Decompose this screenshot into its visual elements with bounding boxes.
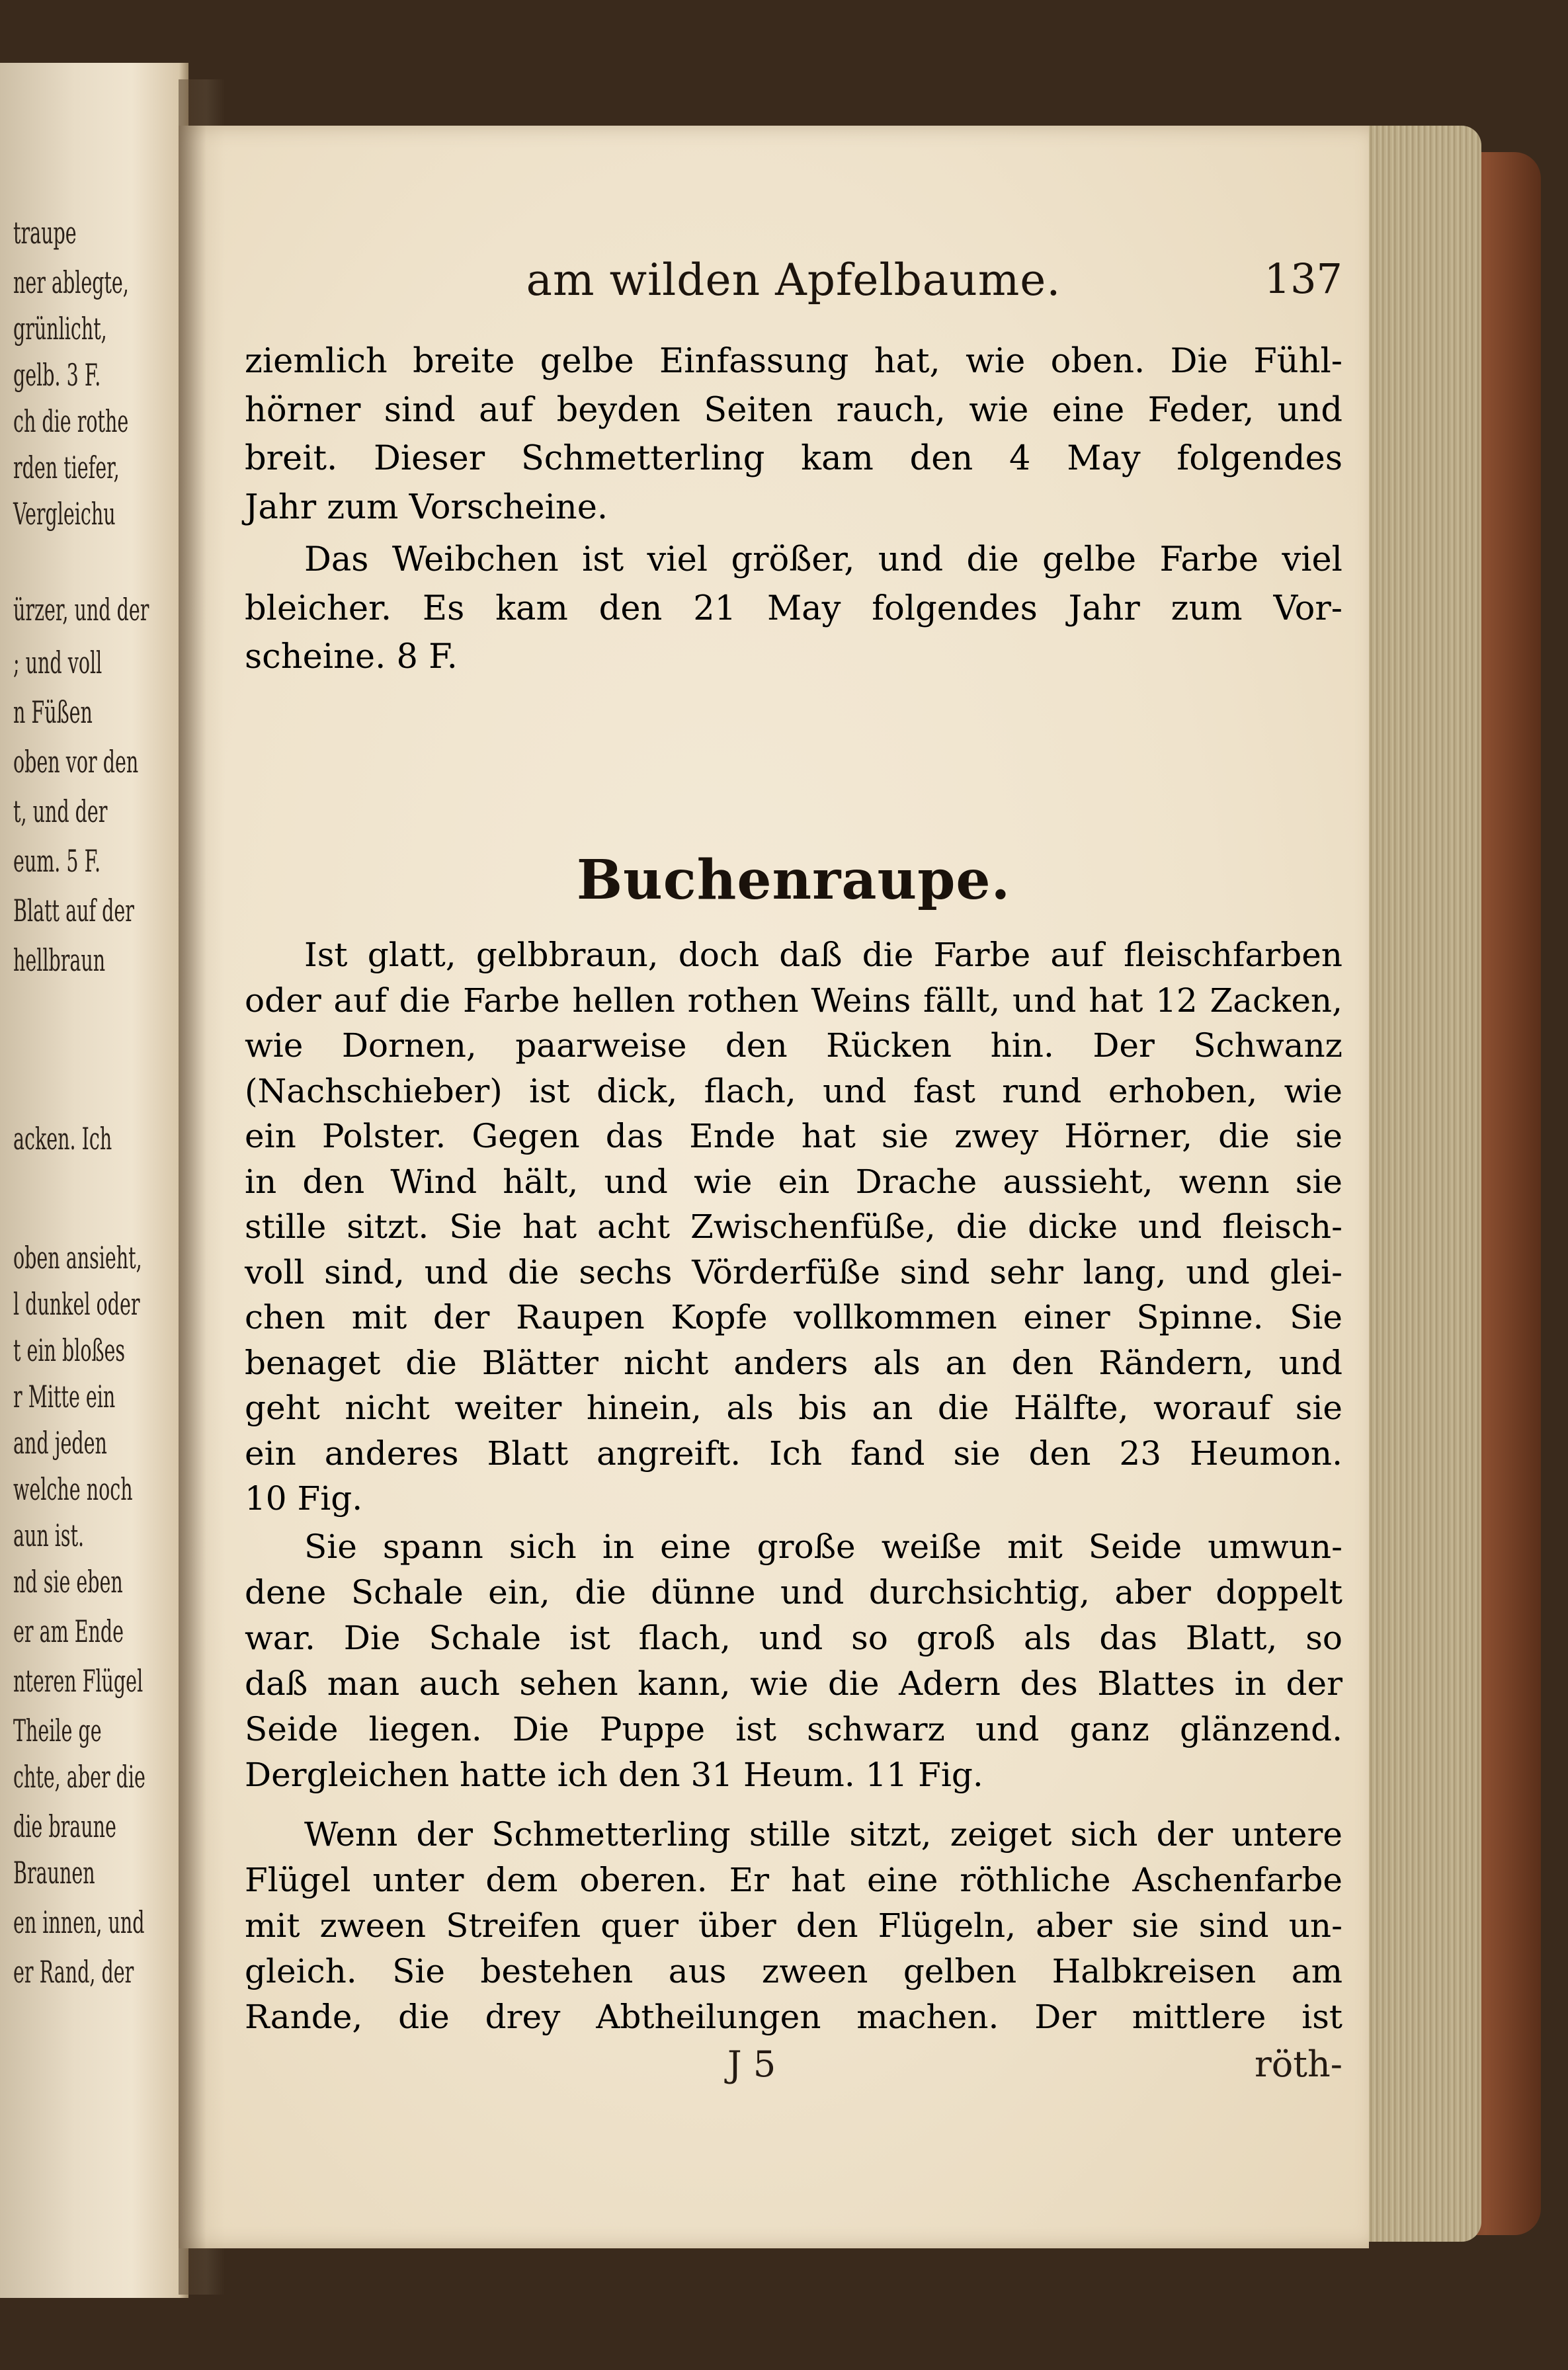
text-line: Seide liegen. Die Puppe ist schwarz und ganz glänzend. [245,1710,1342,1748]
left-line: oben vor den [13,744,139,780]
left-line: en innen, und [13,1904,145,1940]
page-stack-edge [1349,126,1481,2242]
text-line: benaget die Blätter nicht anders als an den Rändern, und [245,1343,1342,1382]
paragraph-female [245,536,1342,682]
text-line: ein anderes Blatt angreift. Ich fand sie den 23 Heumon. [245,1434,1342,1473]
text-line: (Nachschieber) ist dick, flach, und fast rund erhoben, wie [245,1071,1342,1110]
page-number: 137 [1264,255,1342,303]
text-line: breit. Dieser Schmetterling kam den 4 May folgendes [245,439,1342,478]
text-line: scheine. 8 F. [245,637,458,676]
text-line: ein Polster. Gegen das Ende hat sie zwey Hörner, die sie [245,1117,1342,1155]
left-line: welche noch [13,1471,133,1507]
left-line: die braune [13,1809,116,1844]
left-line: er Rand, der [13,1954,134,1990]
left-line: rden tiefer, [13,450,120,485]
left-line: ürzer, und der [13,592,149,628]
left-line: Vergleichu [13,496,116,532]
page-footer [245,2043,1342,2096]
left-line: r Mitte ein [13,1379,116,1414]
text-line: geht nicht weiter hinein, als bis an die Hälfte, worauf sie [245,1389,1342,1427]
text-line: chen mit der Raupen Kopfe vollkommen einer Spinne. Sie [245,1298,1342,1336]
text-line: hörner sind auf beyden Seiten rauch, wie eine Feder, und [245,390,1342,430]
text-line: in den Wind hält, und wie ein Drache aussieht, wenn sie [245,1162,1342,1201]
text-line: Ist glatt, gelbbraun, doch daß die Farbe auf fleischfarben [304,936,1342,974]
left-line: and jeden [13,1425,107,1461]
left-line: hellbraun [13,942,106,978]
text-line: Sie spann sich in eine große weiße mit Seide umwun- [304,1528,1342,1566]
running-head: am wilden Apfelbaume. [526,255,1061,306]
text-line: stille sitzt. Sie hat acht Zwischenfüße, die dicke und fleisch- [245,1207,1342,1246]
text-line: Jahr zum Vorscheine. [245,487,608,527]
text-line: Wenn der Schmetterling stille sitzt, zeiget sich der untere [304,1815,1342,1854]
left-line: t ein bloßes [13,1332,126,1368]
paragraph-caterpillar [245,932,1342,1522]
paragraph-moth-description [245,337,1342,532]
left-line: nd sie eben [13,1564,123,1600]
catchword: röth- [1254,2043,1342,2085]
paragraph-butterfly [245,1812,1342,2040]
text-line: voll sind, und die sechs Vörderfüße sind sehr lang, und glei- [245,1252,1342,1291]
text-line: war. Die Schale ist flach, und so groß als das Blatt, so [245,1619,1342,1657]
left-line: aun ist. [13,1518,85,1553]
text-line: Dergleichen hatte ich den 31 Heum. 11 Fig. [245,1756,983,1794]
heading-buchenraupe: Buchenraupe. [576,848,1011,912]
text-line: wie Dornen, paarweise den Rücken hin. Der Schwanz [245,1026,1342,1065]
text-line: daß man auch sehen kann, wie die Adern des Blattes in der [245,1664,1342,1703]
text-line: oder auf die Farbe hellen rothen Weins fällt, und hat 12 Zacken, [245,981,1342,1020]
left-line: eum. 5 F. [13,843,101,879]
section-heading [245,830,1342,941]
text-line: Das Weibchen ist viel größer, und die gelbe Farbe viel [304,540,1342,579]
left-line: er am Ende [13,1614,124,1649]
left-line: Blatt auf der [13,893,134,928]
left-line: grünlicht, [13,311,107,347]
left-line: n Füßen [13,694,93,730]
text-line: ziemlich breite gelbe Einfassung hat, wie oben. Die Fühl- [245,342,1342,381]
gutter-shadow [179,79,225,2295]
signature-mark: J 5 [727,2043,776,2085]
text-line: mit zween Streifen quer über den Flügeln, aber sie sind un- [245,1906,1342,1945]
left-line: Braunen [13,1855,95,1891]
left-line: t, und der [13,794,108,829]
right-page [179,126,1369,2248]
text-line: bleicher. Es kam den 21 May folgendes Jahr zum Vor- [245,589,1342,628]
left-line: l dunkel oder [13,1286,140,1322]
left-line: oben ansieht, [13,1240,142,1276]
left-page-fragment [0,63,188,2298]
text-line: Flügel unter dem oberen. Er hat eine röthliche Aschenfarbe [245,1861,1342,1899]
left-line: ch die rothe [13,403,129,439]
paragraph-cocoon [245,1524,1342,1798]
left-line: chte, aber die [13,1759,145,1795]
left-line: ner ablegte, [13,265,129,300]
text-line: 10 Fig. [245,1479,363,1518]
text-line: Rande, die drey Abtheilungen machen. Der mittlere ist [245,1998,1342,2036]
left-line: traupe [13,215,77,251]
left-line: nteren Flügel [13,1663,144,1699]
text-line: gleich. Sie bestehen aus zween gelben Halbkreisen am [245,1952,1342,1990]
left-line: Theile ge [13,1713,102,1748]
text-line: dene Schale ein, die dünne und durchsichtig, aber doppelt [245,1573,1342,1612]
page-header [245,255,1342,327]
left-line: ; und voll [13,645,103,680]
left-line: gelb. 3 F. [13,357,101,393]
left-line: acken. Ich [13,1121,112,1157]
